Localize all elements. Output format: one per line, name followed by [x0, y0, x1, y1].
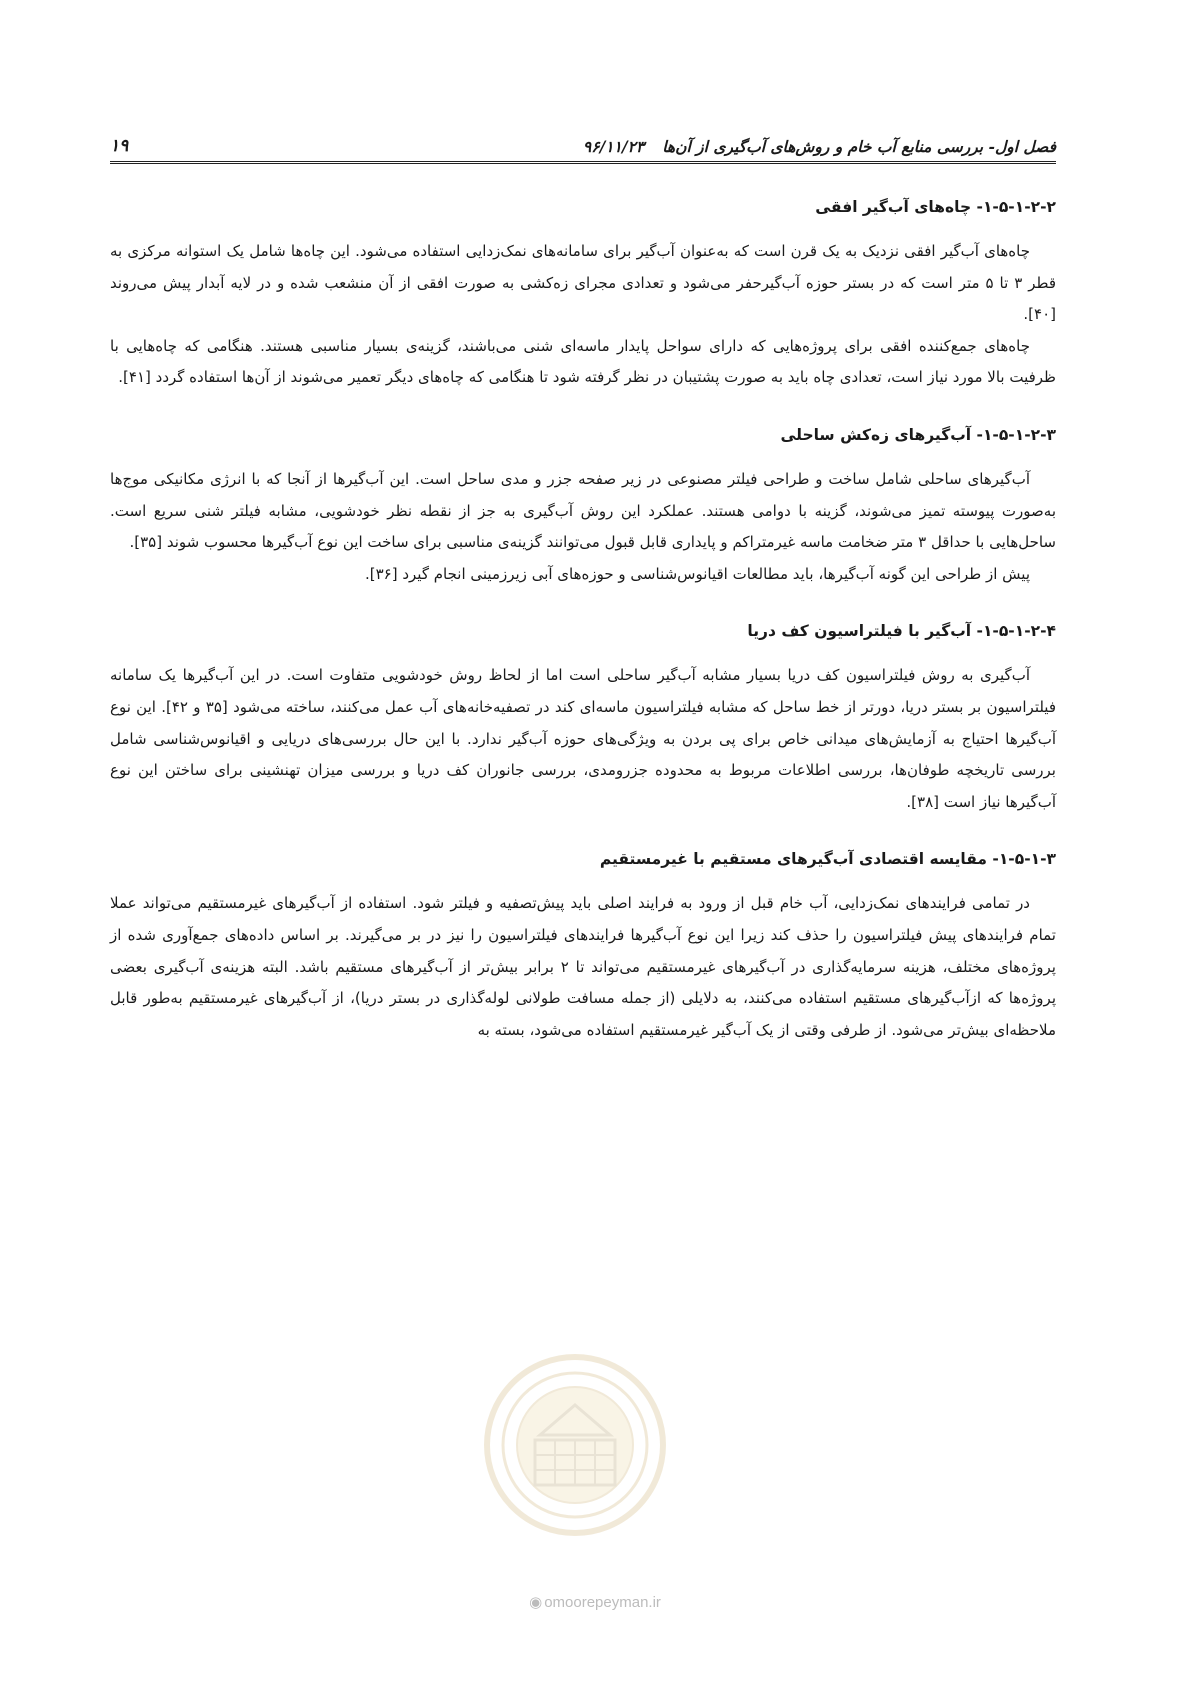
- chapter-title: فصل اول- بررسی منابع آب خام و روش‌های آب‌گیری از آن‌ها: [662, 137, 1056, 156]
- footer-url: [0, 1593, 1190, 1611]
- seal-logo-icon: [480, 1345, 670, 1545]
- at-icon: ◉: [529, 1594, 543, 1611]
- paragraph: چاه‌های جمع‌کننده افقی برای پروژه‌هایی که دارای سواحل پایدار ماسه‌ای شنی می‌باشند، گزینه‌ی بسیار مناسبی هستند. هنگامی که چاه‌هایی با ظرفیت بالا مورد نیاز است، تعدادی چاه باید به صورت پشتیبان در نظر گرفته شود تا هنگامی که چاه‌های دیگر تعمیر می‌شوند از آن‌ها استفاده گردد [۴۱].: [110, 336, 1056, 387]
- page-number: ۱۹: [110, 136, 129, 156]
- paragraph: آب‌گیرهای ساحلی شامل ساخت و طراحی فیلتر مصنوعی در زیر صفحه جزر و مدی ساحل است. این آب‌گیرها از آنجا که با انرژی مکانیکی موج‌ها به‌صورت پیوسته تمیز می‌شوند، گزینه با دوامی هستند. عملکرد این روش آب‌گیری به جز از نقطه نظر خودشویی، مشابه فیلتر شنی سریع است. ساحل‌هایی با حداقل ۳ متر ضخامت ماسه غیرمتراکم و پایداری قابل قبول می‌توانند گزینه‌ی مناسبی برای ساخت این نوع آب‌گیرها محسوب شوند [۳۵].: [110, 469, 1056, 552]
- footer-url-text: omoorepeyman.ir: [544, 1594, 661, 1611]
- paragraph: در تمامی فرایندهای نمک‌زدایی، آب خام قبل از ورود به فرایند اصلی باید پیش‌تصفیه و فیلتر شود. استفاده از آب‌گیرهای غیرمستقیم می‌تواند عملا تمام فرایندهای پیش فیلتراسیون را حذف کند زیرا این نوع آب‌گیرها فرایندهای فیلتراسیون را نیز در بر می‌گیرند. بر اساس داده‌های جمع‌آوری شده از پروژه‌های مختلف، هزینه سرمایه‌گذاری در آب‌گیرهای غیرمستقیم می‌تواند تا ۲ برابر بیش‌تر از آب‌گیرهای مستقیم باشد. البته هزینه‌ی آب‌گیری بعضی پروژه‌ها که ازآب‌گیرهای مستقیم استفاده می‌کنند، به دلایلی (از جمله مسافت طولانی لوله‌گذاری در بستر دریا)، از آب‌گیرهای غیرمستقیم به‌طور قابل ملاحظه‌ای بیش‌تر می‌شود. از طرفی وقتی از یک آب‌گیر غیرمستقیم استفاده می‌شود، بسته به: [110, 894, 1056, 1039]
- section-heading: ۱-۵-۱-۲-۴- آب‌گیر با فیلتراسیون کف دریا: [747, 622, 1056, 641]
- section-heading: ۱-۵-۱-۲-۲- چاه‌های آب‌گیر افقی: [815, 198, 1056, 216]
- paragraph: چاه‌های آب‌گیر افقی نزدیک به یک قرن است که به‌عنوان آب‌گیر برای سامانه‌های نمک‌زدایی استفاده می‌شود. این چاه‌ها شامل یک استوانه مرکزی به قطر ۳ تا ۵ متر است که در بستر حوزه آب‌گیرحفر می‌شود و تعدادی مجرای زه‌کشی به صورت افقی از آن منشعب شده و در لایه آبدار پیش می‌روند [۴۰].: [110, 242, 1057, 324]
- section-heading: ۱-۵-۱-۳- مقایسه اقتصادی آب‌گیرهای مستقیم با غیرمستقیم: [599, 850, 1056, 869]
- header-date: ۹۶/۱۱/۲۳: [582, 137, 645, 156]
- page-header: [110, 128, 1056, 164]
- section-heading: ۱-۵-۱-۲-۳- آب‌گیرهای زه‌کش ساحلی: [780, 425, 1056, 444]
- chapter-title-group: [583, 137, 1056, 156]
- paragraph: آب‌گیری به روش فیلتراسیون کف دریا بسیار مشابه آب‌گیر ساحلی است اما از لحاظ روش خودشویی متفاوت است. در این آب‌گیرها یک سامانه فیلتراسیون بر بستر دریا، دورتر از خط ساحل که مشابه فیلتراسیون ماسه‌ای کند در تصفیه‌خانه‌های آب عمل می‌کنند، ساخته می‌شود [۳۵ و ۴۲]. این نوع آب‌گیرها احتیاج به آزمایش‌های میدانی خاص برای پی بردن به ویژگی‌های حوزه آب‌گیر ندارد. با این حال بررسی‌های دریایی و اقیانوس‌شناسی شامل بررسی تاریخچه طوفان‌ها، بررسی اطلاعات مربوط به محدوده جزرومدی، بررسی جانوران کف دریا و بررسی میزان تهنشینی برای ساختن این نوع آب‌گیرها نیاز است [۳۸].: [110, 666, 1057, 811]
- paragraph: پیش از طراحی این گونه آب‌گیرها، باید مطالعات اقیانوس‌شناسی و حوزه‌های آبی زیرزمینی انجام گیرد [۳۶].: [364, 564, 1030, 583]
- document-body: [110, 192, 1056, 1046]
